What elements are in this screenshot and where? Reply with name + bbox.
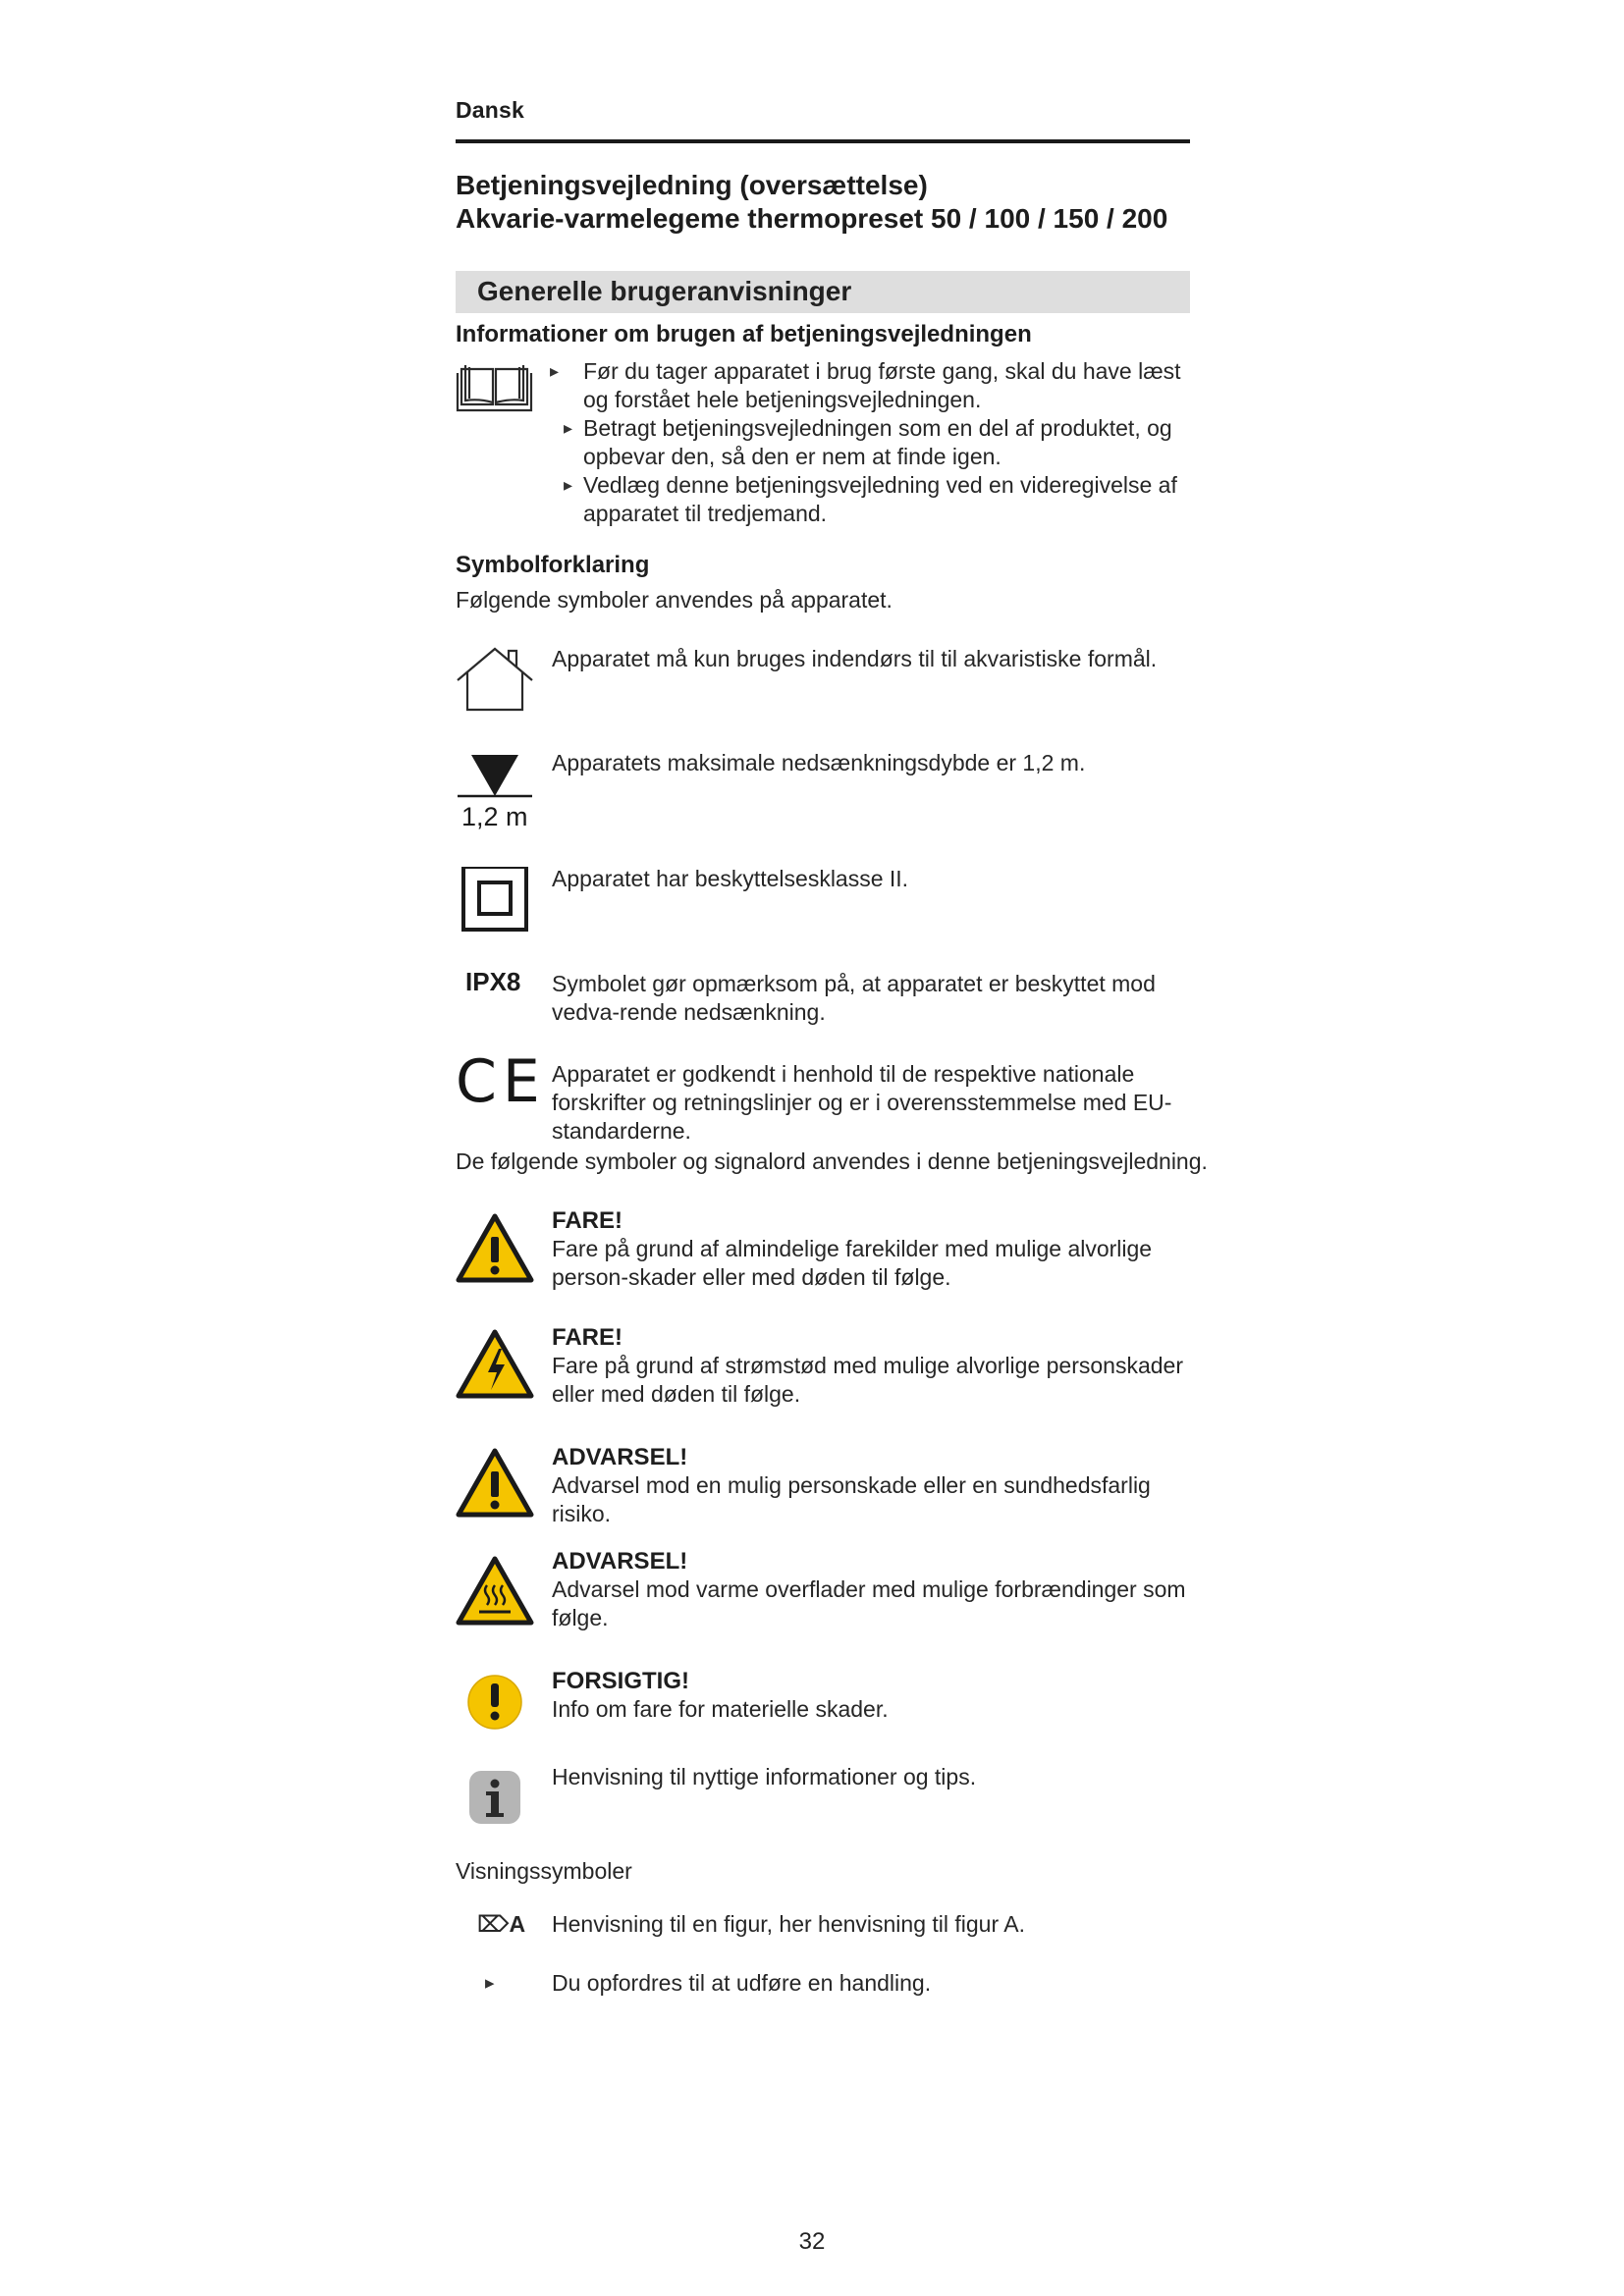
section-header-bar bbox=[456, 271, 1190, 313]
hot-surface-warning-icon bbox=[456, 1556, 534, 1627]
signal-words-intro: De følgende symboler og signalord anvendes i denne betjeningsvejledning. bbox=[456, 1148, 1208, 1174]
electric-warning-icon bbox=[456, 1329, 534, 1400]
signal-row bbox=[456, 1323, 1190, 1412]
general-warning-icon bbox=[456, 1213, 534, 1284]
signal-row bbox=[456, 1667, 1190, 1735]
symbol-row bbox=[456, 645, 1190, 714]
list-item: ▸ Før du tager apparatet i brug første gang, skal du have læst og forstået hele betjeningsvejledningen. bbox=[550, 357, 1188, 414]
display-symbols-heading: Visningssymboler bbox=[456, 1858, 632, 1884]
signal-description: Fare på grund af strømstød med mulige alvorlige personskader eller med døden til følge. bbox=[552, 1353, 1184, 1407]
caution-exclamation-icon bbox=[456, 1671, 534, 1734]
symbol-row bbox=[456, 1047, 1190, 1144]
ipx8-label: IPX8 bbox=[465, 967, 521, 996]
info-icon bbox=[456, 1767, 534, 1828]
signal-text-block bbox=[552, 1763, 1195, 1791]
section-title: Generelle brugeranvisninger bbox=[477, 276, 852, 306]
signal-description: Fare på grund af almindelige farekilder med mulige alvorlige person-skader eller med døden til følge. bbox=[552, 1236, 1153, 1290]
language-label: Dansk bbox=[456, 97, 525, 123]
display-symbol-row bbox=[456, 1969, 1190, 2001]
symbol-description: Apparatets maksimale nedsænkningsdybde er 1,2 m. bbox=[552, 750, 1086, 775]
symbol-description: Apparatet er godkendt i henhold til de respektive nationale forskrifter og retningslinjer og er i overensstemmelse med EU-standarderne. bbox=[552, 1061, 1172, 1144]
header-rule bbox=[456, 139, 1190, 143]
signal-row bbox=[456, 1443, 1190, 1526]
signal-description: Henvisning til nyttige informationer og tips. bbox=[552, 1764, 977, 1789]
signal-word: FORSIGTIG! bbox=[552, 1668, 689, 1694]
signal-word: FARE! bbox=[552, 1207, 623, 1234]
signal-text-block bbox=[552, 1667, 1195, 1724]
indoor-house-icon bbox=[456, 647, 534, 712]
signal-text-block bbox=[552, 1547, 1195, 1632]
symbol-description: Symbolet gør opmærksom på, at apparatet er beskyttet mod vedva-rende nedsænkning. bbox=[552, 971, 1156, 1025]
signal-text-block bbox=[552, 1443, 1195, 1528]
action-arrow-icon: ▸ bbox=[485, 1973, 495, 1994]
page-number: 32 bbox=[798, 2228, 826, 2255]
display-symbol-description: Henvisning til en figur, her henvisning til figur A. bbox=[552, 1911, 1025, 1937]
signal-description: Advarsel mod varme overflader med mulige forbrændinger som følge. bbox=[552, 1576, 1186, 1630]
protection-class-ii-icon bbox=[456, 867, 534, 932]
symbol-description: Apparatet har beskyttelsesklasse II. bbox=[552, 866, 909, 891]
list-item: ▸ Vedlæg denne betjeningsvejledning ved en videregivelse af apparatet til tredjemand. bbox=[568, 471, 1188, 528]
display-symbol-row bbox=[456, 1910, 1190, 1942]
book-icon bbox=[456, 359, 533, 412]
symbol-row bbox=[456, 865, 1190, 934]
document-title: Betjeningsvejledning (oversættelse) bbox=[456, 170, 928, 200]
symbol-legend-heading: Symbolforklaring bbox=[456, 552, 650, 578]
symbol-legend-intro: Følgende symboler anvendes på apparatet. bbox=[456, 587, 893, 613]
ce-mark-icon: CE bbox=[456, 1047, 546, 1116]
symbol-description: Apparatet må kun bruges indendørs til til akvaristiske formål. bbox=[552, 646, 1158, 671]
product-title: Akvarie-varmelegeme thermopreset 50 / 100 / 150 / 200 bbox=[456, 203, 1168, 234]
signal-row bbox=[456, 1763, 1190, 1832]
signal-word: ADVARSEL! bbox=[552, 1444, 688, 1470]
usage-info-heading: Informationer om brugen af betjeningsvejledningen bbox=[456, 321, 1032, 347]
figure-reference-icon: ⌦A bbox=[477, 1911, 526, 1937]
usage-info-bullets bbox=[550, 357, 1188, 528]
signal-text-block bbox=[552, 1206, 1195, 1292]
list-item: ▸ Betragt betjeningsvejledningen som en del af produktet, og opbevar den, så den er nem at finde igen. bbox=[568, 414, 1188, 471]
display-symbol-description: Du opfordres til at udføre en handling. bbox=[552, 1970, 932, 1996]
signal-description: Advarsel mod en mulig personskade eller en sundhedsfarlig risiko. bbox=[552, 1472, 1151, 1526]
signal-text-block bbox=[552, 1323, 1195, 1409]
symbol-row bbox=[456, 749, 1190, 831]
signal-row bbox=[456, 1206, 1190, 1295]
immersion-depth-label: 1,2 m bbox=[461, 802, 528, 831]
general-warning-icon bbox=[456, 1448, 534, 1519]
signal-description: Info om fare for materielle skader. bbox=[552, 1696, 889, 1722]
signal-word: FARE! bbox=[552, 1324, 623, 1351]
symbol-row bbox=[456, 967, 1190, 1029]
signal-row bbox=[456, 1547, 1190, 1635]
immersion-depth-icon bbox=[456, 749, 534, 831]
signal-word: ADVARSEL! bbox=[552, 1548, 688, 1575]
